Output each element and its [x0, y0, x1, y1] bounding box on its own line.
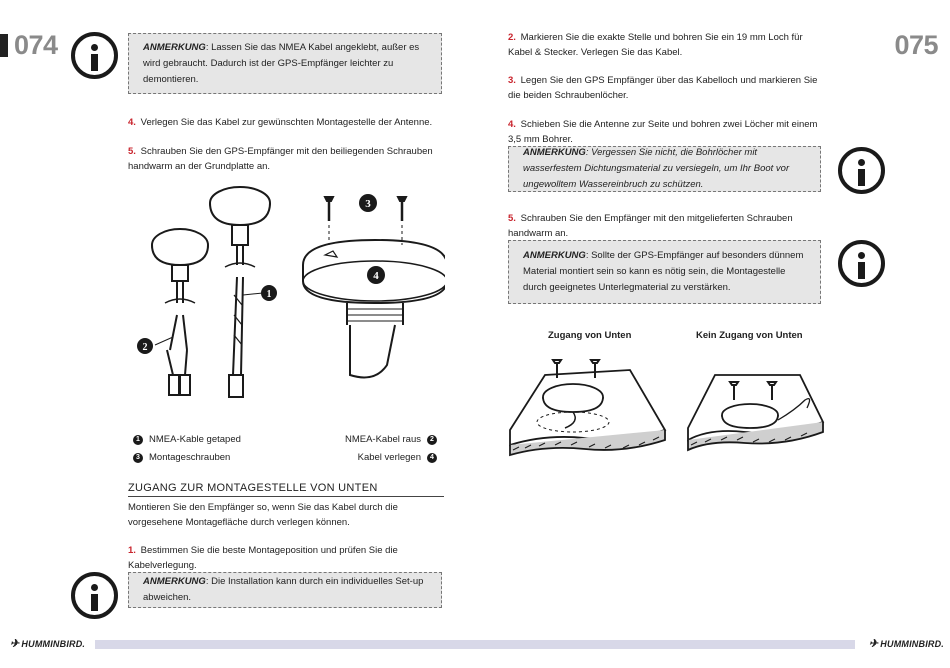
- step-item: 3. Legen Sie den GPS Empfänger über das Kabelloch und markieren Sie die beiden Schraubenlöcher.: [508, 75, 818, 101]
- note-box: [508, 240, 821, 304]
- info-icon: [71, 572, 118, 619]
- humminbird-logo: ✈ HUMMINBIRD.: [10, 638, 86, 650]
- humminbird-logo: ✈ HUMMINBIRD.: [868, 638, 944, 650]
- callout-1-label: 1: [266, 289, 272, 300]
- section-heading: ZUGANG ZUR MONTAGESTELLE VON UNTEN: [128, 482, 378, 494]
- step-item: 4. Verlegen Sie das Kabel zur gewünschten Montagestelle der Antenne.: [128, 117, 433, 128]
- bird-icon: ✈: [868, 638, 879, 650]
- section-paragraph: Montieren Sie den Empfänger so, wenn Sie das Kabel durch die vorgesehene Montagefläche durch verlegen können.: [128, 502, 398, 528]
- info-icon: [838, 147, 885, 194]
- note-text: : Lassen Sie das NMEA Kabel angeklebt, außer es wird gebraucht. Dadurch ist der GPS-Empfänger leichter zu demontieren.: [143, 41, 420, 85]
- note-label: ANMERKUNG: [523, 250, 586, 261]
- step-item: 1. Bestimmen Sie die beste Montageposition und prüfen Sie die Kabelverlegung.: [128, 545, 398, 571]
- bird-icon: ✈: [10, 638, 20, 650]
- info-icon: [838, 240, 885, 287]
- caption-item: 1 NMEA-Kable getaped: [133, 434, 241, 445]
- caption-item: Kabel verlegen 4: [358, 452, 437, 463]
- mounting-surface-illustration: [505, 350, 835, 475]
- note-label: ANMERKUNG: [143, 41, 206, 53]
- note-box: [128, 33, 442, 94]
- callout-4-label: 4: [373, 270, 379, 282]
- caption-item: 3 Montageschrauben: [133, 452, 230, 463]
- note-text: : Vergessen Sie nicht, die Bohrlöcher mit wasserfestem Dichtungsmaterial zu versiegeln, um Ihr Boot vor ungewolltem Wassereinbruch zu schützen.: [523, 147, 790, 190]
- gps-receiver-illustration: [125, 185, 445, 415]
- note-box: [508, 146, 821, 192]
- caption-item: NMEA-Kabel raus 2: [345, 434, 437, 445]
- heading-divider: [128, 496, 444, 497]
- step-item: 5. Schrauben Sie den Empfänger mit den mitgelieferten Schrauben handwarm an.: [508, 213, 793, 239]
- callout-3-label: 3: [365, 198, 371, 210]
- step-item: 4. Schieben Sie die Antenne zur Seite und bohren zwei Löcher mit einem 3,5 mm Bohrer.: [508, 119, 818, 145]
- page-number-right: 075: [894, 30, 938, 60]
- info-icon: [71, 32, 118, 79]
- note-text: : Sollte der GPS-Empfänger auf besonders dünnem Material montiert sein so kann es nötig sein, die Montagestelle durch geeignetes Unterlegmaterial zu verstärken.: [523, 250, 804, 293]
- figure-title: Zugang von Unten: [548, 330, 632, 341]
- note-box: [128, 572, 442, 608]
- note-text: : Die Installation kann durch ein individuelles Set-up abweichen.: [143, 576, 424, 603]
- note-label: ANMERKUNG: [143, 576, 206, 587]
- page-number-left: 074: [14, 30, 58, 60]
- step-item: 5. Schrauben Sie den GPS-Empfänger mit den beiliegenden Schrauben handwarm an der Grundplatte an.: [128, 146, 433, 172]
- figure-title: Kein Zugang von Unten: [696, 330, 803, 341]
- callout-2-label: 2: [142, 342, 148, 353]
- footer-bar: [95, 640, 855, 649]
- step-item: 2. Markieren Sie die exakte Stelle und bohren Sie ein 19 mm Loch für Kabel & Stecker. Verlegen Sie das Kabel.: [508, 32, 803, 58]
- note-label: ANMERKUNG: [523, 147, 586, 158]
